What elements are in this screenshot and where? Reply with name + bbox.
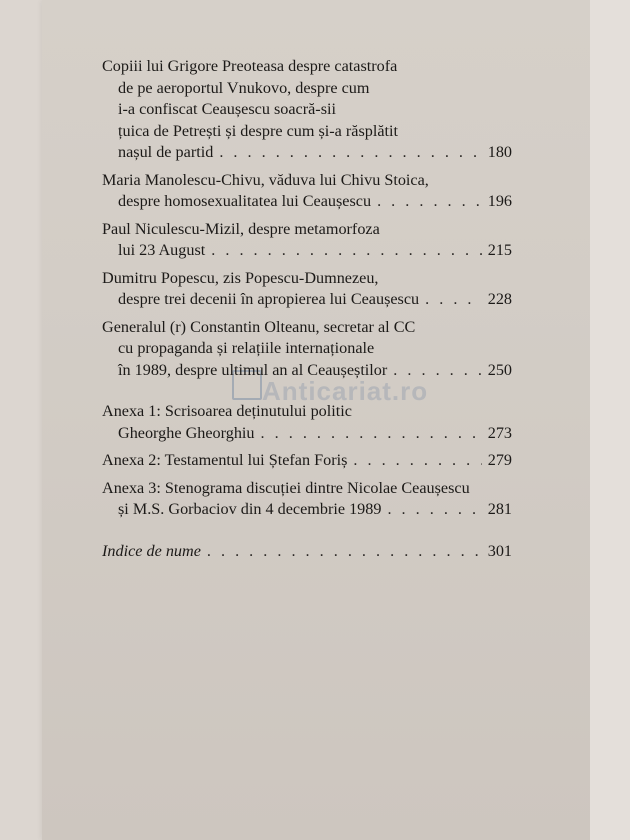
toc-entry-final-line bbox=[102, 541, 512, 563]
toc-entry-line: despre homosexualitatea lui Ceaușescu bbox=[118, 192, 372, 210]
toc-annex-entry bbox=[102, 478, 512, 521]
watermark-text: Anticariat.ro bbox=[262, 376, 429, 406]
index-label: Indice de nume bbox=[102, 541, 201, 560]
dot-leader bbox=[353, 450, 481, 472]
page-number: 279 bbox=[487, 451, 512, 469]
toc-entry-line: Copiii lui Grigore Preoteasa despre catastrofa bbox=[102, 57, 398, 75]
toc-entry-final-line bbox=[102, 142, 512, 164]
toc-annex-entry bbox=[102, 450, 512, 472]
toc-entry-final-line bbox=[102, 289, 512, 311]
page-number: 215 bbox=[487, 241, 512, 259]
dot-leader bbox=[387, 499, 481, 521]
dot-leader bbox=[377, 191, 482, 213]
toc-entry-line: lui 23 August bbox=[118, 241, 206, 259]
toc-entry bbox=[102, 219, 512, 262]
toc-entry-line: cu propaganda și relațiile internaționale bbox=[118, 339, 375, 357]
previous-page-edge bbox=[0, 0, 42, 840]
toc-entry-final-line bbox=[102, 360, 512, 382]
toc-entry-line: i-a confiscat Ceaușescu soacră-sii bbox=[118, 100, 336, 118]
toc-index-entry bbox=[102, 541, 512, 563]
toc-entry-line: țuica de Petrești și despre cum și-a răsplătit bbox=[118, 121, 399, 140]
section-spacer bbox=[102, 527, 512, 541]
dot-leader bbox=[261, 423, 482, 445]
dot-leader bbox=[219, 142, 481, 164]
toc-entry-line: în 1989, despre ultimul an al Ceaușeștilor bbox=[118, 360, 388, 379]
section-spacer bbox=[102, 387, 512, 401]
toc-entry-line: despre trei decenii în apropierea lui Ceaușescu bbox=[118, 290, 420, 308]
toc-entry-line: și M.S. Gorbaciov din 4 decembrie 1989 bbox=[118, 500, 382, 518]
dot-leader bbox=[207, 541, 482, 563]
toc-entry bbox=[102, 170, 512, 213]
dot-leader bbox=[425, 289, 482, 311]
toc-entry bbox=[102, 317, 512, 382]
page-number: 196 bbox=[487, 192, 512, 210]
page-number: 250 bbox=[487, 360, 512, 379]
toc-entry-line: Anexa 2: Testamentul lui Ștefan Foriș bbox=[102, 451, 348, 469]
toc-entry-line: Anexa 1: Scrisoarea deținutului politic bbox=[102, 402, 352, 420]
toc-entry-line: Anexa 3: Stenograma discuției dintre Nicolae Ceaușescu bbox=[102, 478, 470, 497]
dot-leader bbox=[393, 360, 481, 382]
next-page-edge bbox=[590, 0, 630, 840]
toc-entry-line: Paul Niculescu-Mizil, despre metamorfoza bbox=[102, 219, 380, 238]
toc-entry-final-line bbox=[102, 191, 512, 213]
toc-annex-entry bbox=[102, 401, 512, 444]
page-number: 273 bbox=[487, 423, 512, 442]
toc-entry-line: de pe aeroportul Vnukovo, despre cum bbox=[118, 78, 370, 97]
toc-entry bbox=[102, 268, 512, 311]
page-number: 180 bbox=[487, 143, 512, 161]
page-number: 281 bbox=[487, 500, 512, 518]
dot-leader bbox=[211, 240, 481, 262]
page-number: 228 bbox=[487, 290, 512, 308]
toc-entry-line: Generalul (r) Constantin Olteanu, secretar al CC bbox=[102, 317, 416, 336]
toc-entry-final-line bbox=[102, 423, 512, 445]
toc-entry-final-line bbox=[102, 499, 512, 521]
toc-entry-line: Maria Manolescu-Chivu, văduva lui Chivu Stoica, bbox=[102, 170, 429, 189]
page-number: 301 bbox=[487, 541, 512, 560]
toc-entry bbox=[102, 56, 512, 164]
toc-entry-line: Gheorghe Gheorghiu bbox=[118, 423, 255, 442]
table-of-contents bbox=[102, 56, 512, 568]
toc-entry-final-line bbox=[102, 240, 512, 262]
toc-entry-line: nașul de partid bbox=[118, 143, 214, 161]
toc-entry-line: Dumitru Popescu, zis Popescu-Dumnezeu, bbox=[102, 268, 379, 287]
toc-entry-final-line bbox=[102, 450, 512, 472]
